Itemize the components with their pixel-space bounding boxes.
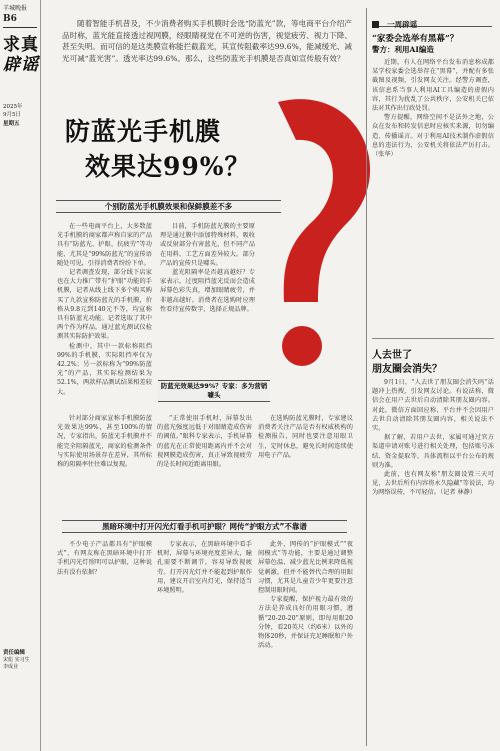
- subhead-3: 黑暗环境中打开闪光灯看手机可护眼？网传“护眼方式”不靠谱: [62, 520, 347, 533]
- right-column-divider: [366, 8, 367, 746]
- paper-name: 羊城晚报: [3, 5, 28, 12]
- article-col-3a: 不少电子产品都具有“护眼模式”，有网友称在黑暗环境中打开手机闪光灯照明可以护眼，这种说法有没有依据？: [57, 541, 152, 576]
- story1-headline: “家委会选举有黑幕”？: [372, 34, 459, 44]
- masthead-band: [3, 0, 39, 751]
- story2-headline-1: 人去世了: [372, 350, 412, 361]
- subhead-1: 个别防蓝光手机膜效果和保鲜膜差不多: [56, 200, 281, 213]
- date-day: 9月5日: [3, 112, 21, 118]
- article-col-1b: [160, 222, 255, 370]
- paragraph-1: 在一些电商平台上，大多数蓝光手机膜的商家都声称自家的产品具有“防蓝光、护眼、抗疲劳”等功能，尤其是“99%防蓝光”的宣传语随处可见，引得消费者纷纷下单。: [57, 223, 152, 267]
- story2-paragraph-1: 9月1日，“人去世了朋友圈会消失吗”话题冲上热搜，引发网友讨论。有说法称，微信会在用户去世后自动清除其朋友圈内容。对此，微信方面回应称，平台并不会因用户去世自动清除其朋友圈内容，相关说法不实。: [372, 379, 494, 433]
- headline-line2: 效果达99%？: [85, 152, 251, 181]
- masthead-rule: [3, 27, 37, 28]
- roundup-tag-label: 一周辟谣: [387, 20, 418, 29]
- story-separator: [372, 338, 494, 339]
- roundup-tag-marker: [372, 21, 379, 28]
- story2-body: [372, 378, 494, 743]
- article-col-1a: [57, 222, 152, 410]
- article-col-3b: 专家表示，在黑暗环境中看手机时，屏幕与环境亮度差异大，瞳孔需要不断调节，容易导致视疲劳。打开闪光灯并不能起到护眼作用，建议开启室内灯光，保持适当环境照明。: [157, 541, 252, 595]
- paragraph-c2: 目前，手机防蓝光膜的主要原理是通过膜中添加特殊材料，吸收或反射部分有害蓝光，但不同产品在用料、工艺方面差异较大。部分产品的宣传只是噱头。: [160, 223, 255, 267]
- editor-names: 宋彪 实习生 李成业: [3, 657, 30, 670]
- article-col-3c: [258, 540, 353, 745]
- roundup-tag: [372, 14, 492, 27]
- story1-paragraph-2: 警方提醒，网络空间不是法外之地，公众在发布和转发信息时应核实来源，切勿编造、传播谣言。对于利用AI技术制作虚假信息的违法行为，公安机关将依法严厉打击。（张华）: [372, 114, 494, 159]
- story1-paragraph-1: 近期，有人在网络平台发布消息称成都某学校家委会选举存在“黑幕”，并配有多张截图及视频，引发网友关注。经警方调查，该信息系当事人利用AI工具编造的虚假内容，其行为扰乱了公共秩序，公安机关已依法对其作出行政处罚。: [372, 59, 494, 113]
- story1-body: [372, 58, 494, 334]
- story2-headline-2: 朋友圈会消失？: [372, 364, 442, 375]
- page-number: B6: [3, 14, 17, 24]
- story2-paragraph-3: 此前，也有网友称“朋友圈设置三天可见，去世后所有内容将永久隐藏”等说法，均为网络误传，不可轻信。（记者 林静）: [372, 471, 494, 497]
- masthead-divider: [40, 0, 41, 751]
- question-mark-graphic: [248, 92, 380, 376]
- editors-label: 责任编辑: [3, 650, 26, 656]
- lead-paragraph: 随着智能手机普及，不少消费者购买手机膜时会选“防蓝光”款，等电商平台介绍产品时称，蓝光能直接透过视网膜，经眼睛视觉在不可逆的伤害，视觉疲劳、视力下降、甚至失明。而可信的是这类膜宣称能拦截蓝光，其宣传阻截率达99.6%，能减缓光、减光可减“蓝光害”。透光率达99.6%。那么，这些防蓝光手机膜是否真如宣传般有效？: [62, 19, 352, 63]
- subhead-2: 防蓝光效果达99%？专家：多为营销噱头: [158, 380, 270, 402]
- section-title-a: 求真: [3, 35, 39, 55]
- headline-line1: 防蓝光手机膜: [65, 117, 222, 146]
- paragraph-9: 此外，网传的“护眼模式”“夜间模式”等功能，主要是通过调整屏幕色温、减少蓝光比例来降低视觉刺激，但并不能替代合理的用眼习惯，尤其是儿童青少年更要注意控制用眼时间。: [258, 541, 353, 595]
- date-weekday: 星期五: [3, 121, 20, 127]
- paragraph-3: 检测中，其中一款标称阻挡99%的手机膜，实际阻挡率仅为42.2%；另一款标称为“99%防蓝光”的产品，其实际检测结果为52.1%，两款样品测试结果相差较大。: [57, 342, 152, 396]
- paragraph-2: 记者调查发现，部分线下店家也在大力推广带有“护眼”功能的手机膜，记者从线上线下多个购买购买了九款宣称防蓝光的手机膜，价格从9.8元到140元不等，均宣称具有防蓝光功能。记者选取了其中两个作为样品，通过蓝光测试仪检测其实际防护效果。: [57, 269, 152, 341]
- story1-subhead: 警方：利用AI编造: [372, 45, 434, 54]
- article-col-2b: “正常使用手机时，屏幕发出的蓝光强度远低于对眼睛造成伤害的阈值。”眼科专家表示，手机屏幕的蓝光在正常使用距离内并不会对视网膜造成伤害，真正导致视疲劳的是长时间近距离用眼。: [157, 415, 252, 469]
- article-col-2a: 针对部分商家宣称手机膜防蓝光效果达99%，甚至100%的情况，专家指出，防蓝光手机膜并不能完全阻隔蓝光，商家的检测条件与实际使用场景存在差异，其所标称的阻隔率往往难以复现。: [57, 415, 152, 469]
- date-year: 2025年: [3, 104, 23, 110]
- paragraph-10: 专家提醒，保护视力最有效的方法是养成良好的用眼习惯，遵循“20-20-20”原则，即每用眼20分钟，看20英尺（约6米）以外的物体20秒，并保证充足睡眠和户外活动。: [258, 596, 353, 650]
- question-mark-hook: [278, 99, 370, 302]
- story2-paragraph-2: 据了解，若用户去世，家属可通过官方渠道申请对账号进行相关处理，包括账号冻结、资金提取等，具体流程以平台公布的规则为准。: [372, 434, 494, 469]
- section-title-b: 辟谣: [3, 55, 39, 75]
- article-col-2c: 在选购防蓝光膜时，专家建议消费者关注产品是否有权威机构的检测报告，同时也要注意用眼卫生，定时休息，避免长时间连续使用电子产品。: [258, 415, 353, 459]
- question-mark-dot: [282, 326, 322, 366]
- paragraph-c2b: 蓝光阻隔率是否越高越好？专家表示，过度阻挡蓝光反而会造成屏幕色彩失真，增加眼睛疲劳，并非越高越好。消费者在选购时应理性看待宣传数字，选择正规品牌。: [160, 269, 255, 313]
